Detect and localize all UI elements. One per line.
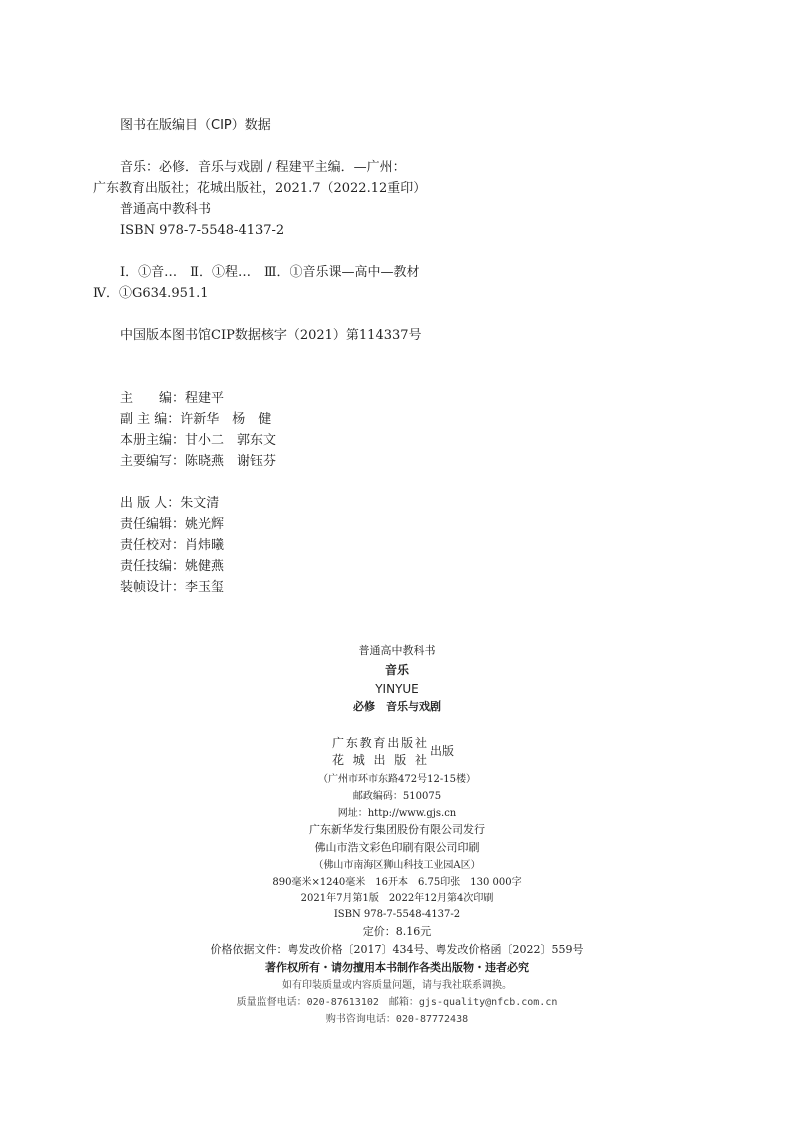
editor-role: 主要编写： <box>120 454 186 469</box>
colophon-isbn: ISBN 978-7-5548-4137-2 <box>333 909 461 920</box>
editor-role: 副 主 编： <box>120 412 181 427</box>
staff-row <box>120 558 224 576</box>
staff-role: 出 版 人： <box>120 496 181 511</box>
editor-name: 甘小二 郭东文 <box>185 433 277 448</box>
staff-role: 责任技编： <box>120 559 186 574</box>
staff-role: 责任校对： <box>120 538 186 553</box>
distributor: 广东新华发行集团股份有限公司发行 <box>309 823 485 836</box>
copyright-notice: 著作权所有・请勿擅用本书制作各类出版物・违者必究 <box>265 961 529 974</box>
staff-row <box>120 579 224 597</box>
publisher-address: （广州市环市东路472号12-15楼） <box>318 774 476 785</box>
cip-line-1: 音乐：必修．音乐与戏剧 / 程建平主编．—广州： <box>120 160 406 175</box>
editor-role: 本册主编： <box>120 433 186 448</box>
editor-row <box>120 390 224 408</box>
cip-record-number: 中国版本图书馆CIP数据核字（2021）第114337号 <box>120 328 422 343</box>
publisher-block <box>332 735 492 769</box>
colophon-subtitle: 必修 音乐与戏剧 <box>353 700 441 713</box>
quality-contact: 质量监督电话：020-87613102 邮箱：gjs-quality@nfcb.com.cn <box>236 997 558 1008</box>
postcode: 邮政编码：510075 <box>352 791 442 802</box>
publisher-2: 花城出版社 <box>332 753 427 767</box>
printer: 佛山市浩文彩色印刷有限公司印刷 <box>314 841 480 854</box>
staff-role: 装帧设计： <box>120 580 186 595</box>
price: 定价：8.16元 <box>362 925 432 938</box>
editor-name: 许新华 杨 健 <box>180 412 272 427</box>
editor-row <box>120 453 276 471</box>
print-specs: 890毫米×1240毫米 16开本 6.75印张 130 000字 <box>272 877 522 888</box>
editor-role: 主 编： <box>120 391 186 406</box>
edition-info: 2021年7月第1版 2022年12月第4次印刷 <box>300 893 494 904</box>
staff-role: 责任编辑： <box>120 517 186 532</box>
cip-isbn: ISBN 978-7-5548-4137-2 <box>120 223 285 238</box>
price-basis: 价格依据文件：粤发改价格〔2017〕434号、粤发改价格函〔2022〕559号 <box>210 943 584 956</box>
cip-heading: 图书在版编目（CIP）数据 <box>120 118 271 133</box>
colophon-pinyin: YINYUE <box>375 682 419 696</box>
cip-classification-1: Ⅰ．①音… Ⅱ．①程… Ⅲ．①音乐课—高中—教材 <box>120 265 420 280</box>
purchase-contact: 购书咨询电话：020-87772438 <box>325 1014 469 1025</box>
staff-name: 姚健燕 <box>185 559 225 574</box>
publisher-names <box>332 735 427 769</box>
staff-row <box>120 516 224 534</box>
staff-row <box>120 537 224 555</box>
quality-notice: 如有印装质量或内容质量问题，请与我社联系调换。 <box>282 980 512 991</box>
publish-label: 出版 <box>430 744 455 758</box>
editor-name: 程建平 <box>185 391 225 406</box>
staff-name: 肖炜曦 <box>185 538 225 553</box>
printer-address: （佛山市南海区狮山科技工业园A区） <box>313 860 481 871</box>
staff-name: 朱文清 <box>180 496 220 511</box>
website: 网址：http://www.gjs.cn <box>337 808 457 819</box>
editor-row <box>120 411 271 429</box>
publisher-1: 广东教育出版社 <box>332 736 427 750</box>
colophon-series: 普通高中教科书 <box>358 644 436 657</box>
staff-name: 李玉玺 <box>185 580 225 595</box>
editor-row <box>120 432 276 450</box>
staff-row <box>120 495 219 513</box>
cip-line-2: 广东教育出版社；花城出版社，2021.7（2022.12重印） <box>93 181 427 196</box>
editor-name: 陈晓燕 谢钰芬 <box>185 454 277 469</box>
staff-name: 姚光辉 <box>185 517 225 532</box>
colophon-title: 音乐 <box>384 663 409 677</box>
cip-line-3: 普通高中教科书 <box>120 202 212 217</box>
cip-classification-2: Ⅳ．①G634.951.1 <box>93 286 209 301</box>
